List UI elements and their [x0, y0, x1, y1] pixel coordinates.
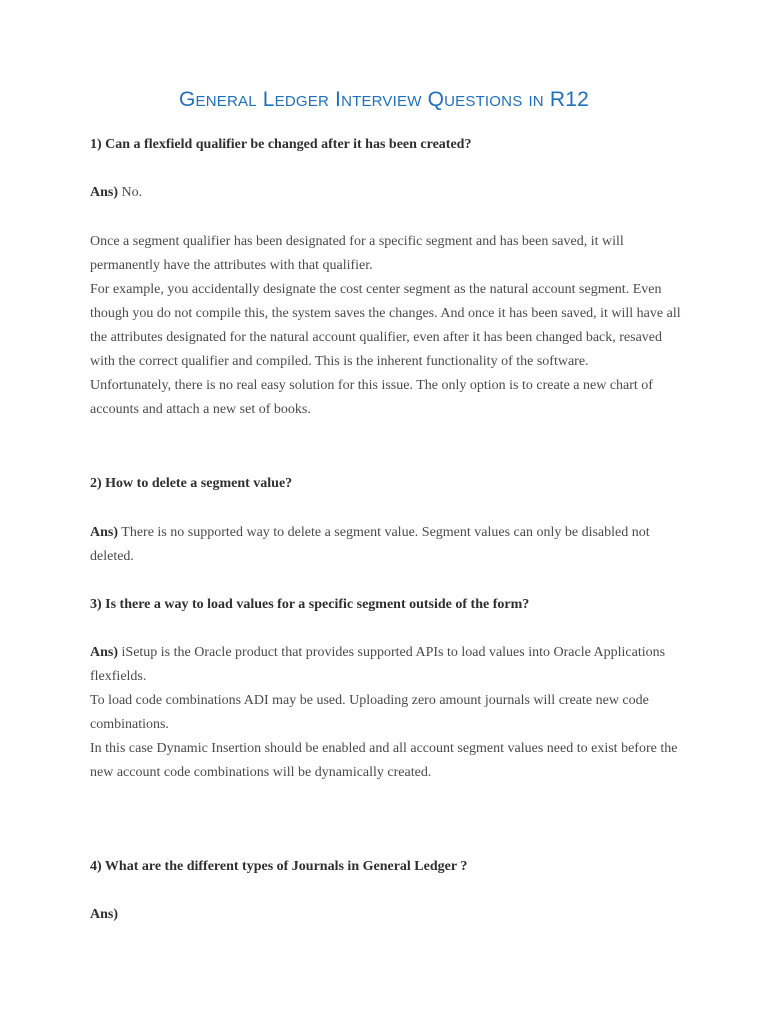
- document-title: General Ledger Interview Questions in R12: [178, 88, 590, 111]
- answer-label: Ans): [90, 525, 119, 540]
- paragraph: Once a segment qualifier has been designated for a specific segment and has been saved, it will permanently have the attributes with that qualifier.: [90, 234, 624, 273]
- paragraph: In this case Dynamic Insertion should be enabled and all account segment values need to exist before the new account code combinations will be dynamically created.: [90, 741, 678, 780]
- answer-3: [90, 641, 690, 785]
- paragraph: For example, you accidentally designate the cost center segment as the natural account segment. Even though you do not compile this, the system saves the changes. And once it has been saved, it will have all the attributes designated for the natural account qualifier, even after it has been changed back, resaved with the correct qualifier and compiled. This is the inherent functionality of the software.: [90, 282, 681, 369]
- question-3: 3) Is there a way to load values for a specific segment outside of the form?: [90, 597, 530, 612]
- answer-2: [90, 521, 690, 569]
- answer-1-body: [90, 230, 690, 422]
- answer-text: There is no supported way to delete a segment value. Segment values can only be disabled not deleted.: [90, 525, 650, 564]
- paragraph: To load code combinations ADI may be used. Uploading zero amount journals will create new code combinations.: [90, 693, 649, 732]
- question-1: 1) Can a flexfield qualifier be changed after it has been created?: [90, 137, 472, 152]
- paragraph: Unfortunately, there is no real easy solution for this issue. The only option is to create a new chart of accounts and attach a new set of books.: [90, 378, 653, 417]
- answer-1: [90, 181, 690, 205]
- answer-label: Ans): [90, 645, 119, 660]
- answer-text: No.: [118, 185, 143, 200]
- question-2: 2) How to delete a segment value?: [90, 476, 293, 491]
- answer-text: iSetup is the Oracle product that provides supported APIs to load values into Oracle Applications flexfields.: [90, 645, 666, 684]
- answer-4: [90, 903, 690, 927]
- answer-label: Ans): [90, 185, 119, 200]
- question-4: 4) What are the different types of Journals in General Ledger ?: [90, 859, 468, 874]
- answer-label: Ans): [90, 907, 119, 922]
